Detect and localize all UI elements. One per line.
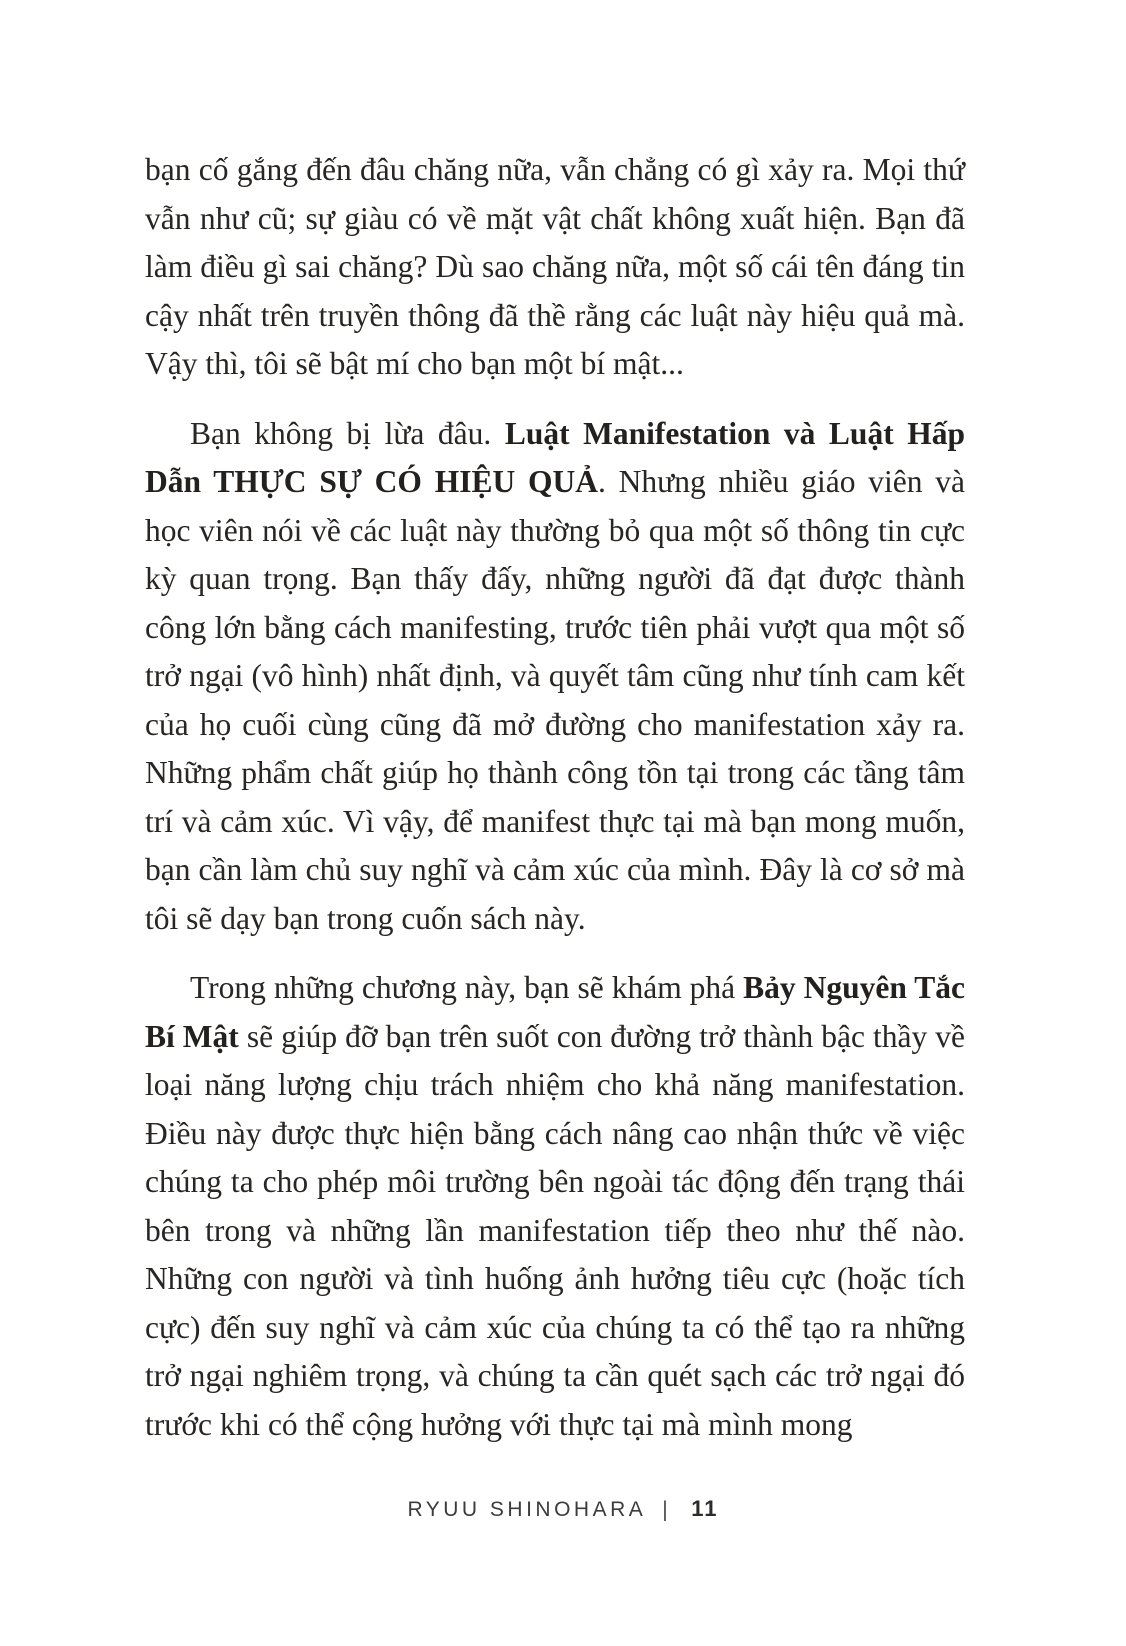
paragraph	[145, 964, 965, 1449]
body-text	[145, 146, 965, 1470]
text-run: bạn cố gắng đến đâu chăng nữa, vẫn chẳng có gì xảy ra. Mọi thứ vẫn như cũ; sự giàu có về mặt vật chất không xuất hiện. Bạn đã làm điều gì sai chăng? Dù sao chăng nữa, một số cái tên đáng tin cậy nhất trên truyền thông đã thề rằng các luật này hiệu quả mà. Vậy thì, tôi sẽ bật mí cho bạn một bí mật...	[145, 152, 965, 381]
footer-divider: |	[662, 1497, 672, 1522]
page-footer	[0, 1496, 1126, 1522]
text-run: . Nhưng nhiều giáo viên và học viên nói về các luật này thường bỏ qua một số thông tin cực kỳ quan trọng. Bạn thấy đấy, những người đã đạt được thành công lớn bằng cách manifesting, trước tiên phải vượt qua một số trở ngại (vô hình) nhất định, và quyết tâm cũng như tính cam kết của họ cuối cùng cũng đã mở đường cho manifestation xảy ra. Những phẩm chất giúp họ thành công tồn tại trong các tầng tâm trí và cảm xúc. Vì vậy, để manifest thực tại mà bạn mong muốn, bạn cần làm chủ suy nghĩ và cảm xúc của mình. Đây là cơ sở mà tôi sẽ dạy bạn trong cuốn sách này.	[145, 464, 965, 936]
text-run: Trong những chương này, bạn sẽ khám phá	[190, 970, 744, 1005]
bold-text-run: Bảy Nguyên Tắc Bí Mật	[145, 970, 966, 1054]
bold-text-run: Luật Manifestation và Luật Hấp Dẫn THỰC SỰ CÓ HIỆU QUẢ	[145, 415, 965, 499]
footer-author: RYUU SHINOHARA	[407, 1498, 647, 1521]
footer-page-number: 11	[691, 1496, 719, 1521]
text-run: Bạn không bị lừa đâu.	[190, 415, 505, 451]
paragraph	[145, 410, 965, 944]
text-run: sẽ giúp đỡ bạn trên suốt con đường trở thành bậc thầy về loại năng lượng chịu trách nhiệm cho khả năng manifestation. Điều này được thực hiện bằng cách nâng cao nhận thức về việc chúng ta cho phép môi trường bên ngoài tác động đến trạng thái bên trong và những lần manifestation tiếp theo như thế nào. Những con người và tình huống ảnh hưởng tiêu cực (hoặc tích cực) đến suy nghĩ và cảm xúc của chúng ta có thể tạo ra những trở ngại nghiêm trọng, và chúng ta cần quét sạch các trở ngại đó trước khi có thể cộng hưởng với thực tại mà mình mong	[145, 1018, 965, 1442]
paragraph	[145, 146, 965, 389]
